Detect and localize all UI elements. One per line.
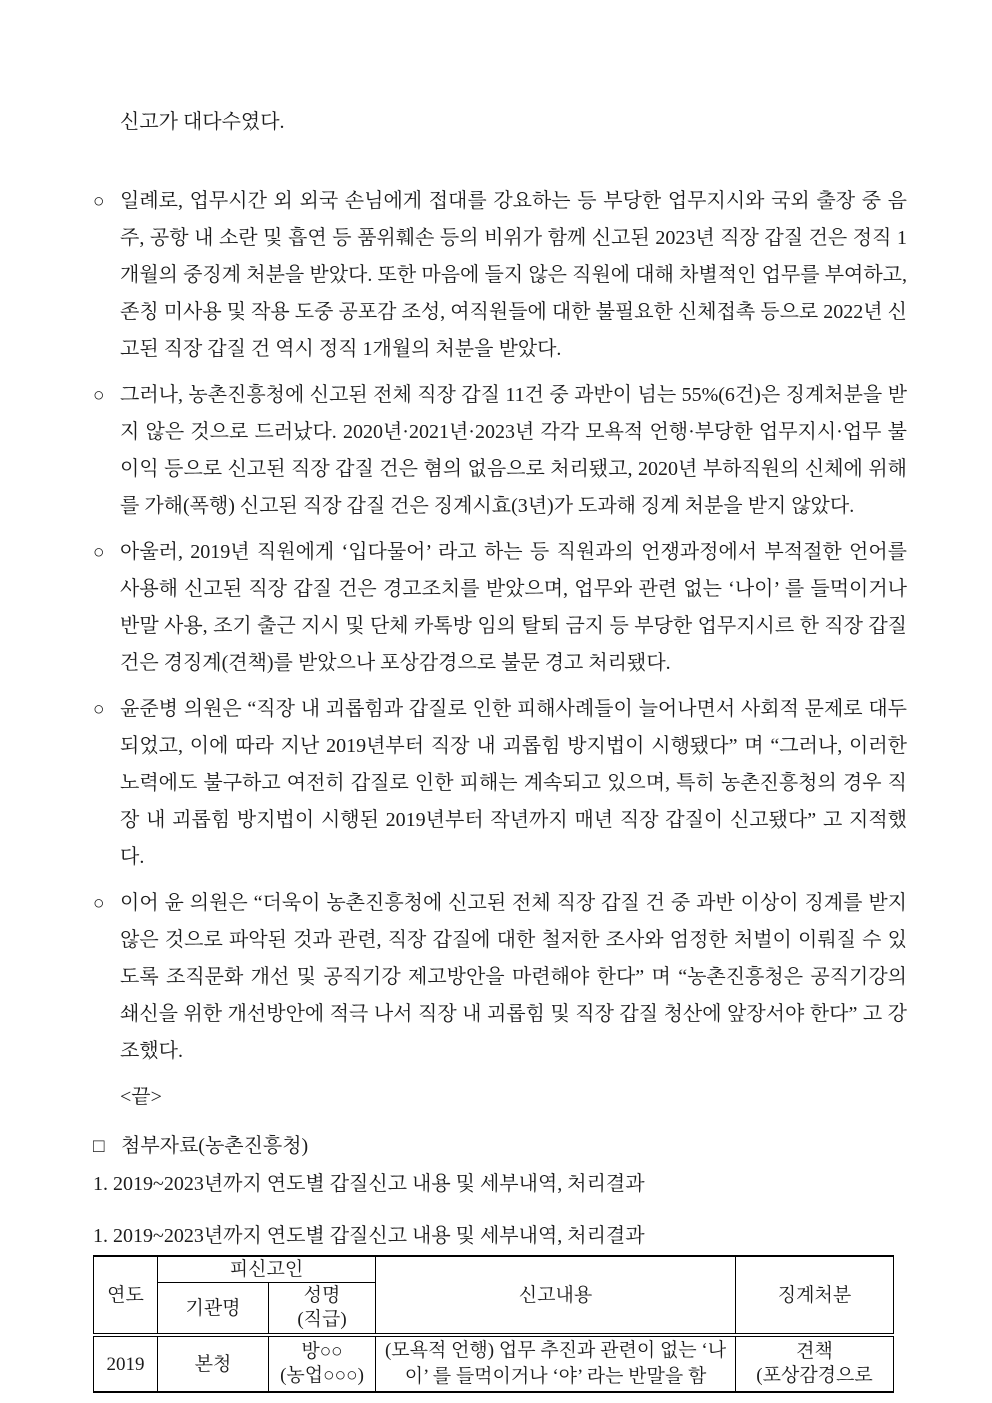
cell-discipline-line2: (포상감경으로 <box>756 1365 873 1386</box>
cell-discipline-line1: 견책 <box>796 1341 833 1362</box>
paragraph-text: 일례로, 업무시간 외 외국 손님에게 접대를 강요하는 등 부당한 업무지시와 국외 출장 중 음주, 공항 내 소란 및 흡연 등 품위훼손 등의 비위가 함께 신고된 2023년 직장 갑질 건은 정직 1개월의 중징계 처분을 받았다. 또한 마음에 들지 않은 직원에 대해 차별적인 업무를 부여하고, 존칭 미사용 및 작용 도중 공포감 조성, 여직원들에 대한 불필요한 신체접촉 등으로 2022년 신고된 직장 갑질 건 역시 정직 1개월의 처분을 받았다. <box>120 190 907 360</box>
header-name-line2: (직급) <box>297 1309 347 1330</box>
attachment-item-repeated: 1. 2019~2023년까지 연도별 갑질신고 내용 및 세부내역, 처리결과 <box>93 1225 645 1247</box>
circle-bullet-icon: ○ <box>93 699 105 720</box>
paragraph-text: 이어 윤 의원은 “더욱이 농촌진흥청에 신고된 전체 직장 갑질 건 중 과반 이상이 징계를 받지 않은 것으로 파악된 것과 관련, 직장 갑질에 대한 철저한 조사와 엄정한 처벌이 이뤄질 수 있도록 조직문화 개선 및 공직기강 제고방안을 마련해야 한다” 며 “농촌진흥청은 공직기강의 쇄신을 위한 개선방안에 적극 나서 직장 내 괴롭힘 및 직장 갑질 청산에 앞장서야 한다” 고 강조했다. <box>120 892 907 1062</box>
cell-name-line1: 방○○ <box>301 1341 343 1362</box>
header-year: 연도 <box>94 1256 158 1335</box>
bullet-paragraph <box>93 691 907 876</box>
bullet-paragraph <box>93 377 907 525</box>
header-org: 기관명 <box>158 1283 269 1336</box>
circle-bullet-icon: ○ <box>93 191 105 212</box>
attachment-title: 첨부자료(농촌진흥청) <box>121 1135 309 1157</box>
paragraph-text: 윤준병 의원은 “직장 내 괴롭힘과 갑질로 인한 피해사례들이 늘어나면서 사회적 문제로 대두되었고, 이에 따라 지난 2019년부터 직장 내 괴롭힘 방지법이 시행됐다” 며 “그러나, 이러한 노력에도 불구하고 여전히 갑질로 인한 피해는 계속되고 있으며, 특히 농촌진흥청의 경우 직장 내 괴롭힘 방지법이 시행된 2019년부터 작년까지 매년 직장 갑질이 신고됐다” 고 지적했다. <box>120 698 907 868</box>
circle-bullet-icon: ○ <box>93 893 105 914</box>
header-accused-group: 피신고인 <box>158 1256 376 1283</box>
table-header-row-1 <box>94 1256 894 1283</box>
header-discipline: 징계처분 <box>736 1256 894 1335</box>
bullet-paragraph <box>93 534 907 682</box>
header-name <box>269 1283 376 1336</box>
cell-name <box>269 1335 376 1392</box>
attachment-header <box>93 1128 907 1165</box>
cell-name-line2: (농업○○○) <box>280 1365 364 1386</box>
continuation-line: 신고가 대다수였다. <box>120 111 285 133</box>
cell-discipline <box>736 1335 894 1392</box>
paragraph-text: 그러나, 농촌진흥청에 신고된 전체 직장 갑질 11건 중 과반이 넘는 55%(6건)은 징계처분을 받지 않은 것으로 드러났다. 2020년·2021년·2023년 각각 모욕적 언행·부당한 업무지시·업무 불이익 등으로 신고된 직장 갑질 건은 혐의 없음으로 처리됐고, 2020년 부하직원의 신체에 위해를 가해(폭행) 신고된 직장 갑질 건은 징계시효(3년)가 도과해 징계 처분을 받지 않았다. <box>120 384 907 517</box>
paragraph-text: 아울러, 2019년 직원에게 ‘입다물어’ 라고 하는 등 직원과의 언쟁과정에서 부적절한 언어를 사용해 신고된 직장 갑질 건은 경고조치를 받았으며, 업무와 관련 없는 ‘나이’ 를 들먹이거나 반말 사용, 조기 출근 지시 및 단체 카톡방 임의 탈퇴 금지 등 부당한 업무지시르 한 직장 갑질 건은 경징계(견책)를 받았으나 포상감경으로 불문 경고 처리됐다. <box>120 541 907 674</box>
table-row <box>94 1335 894 1392</box>
header-name-line1: 성명 <box>303 1285 341 1306</box>
cell-org: 본청 <box>158 1335 269 1392</box>
end-mark: <끝> <box>120 1086 162 1108</box>
circle-bullet-icon: ○ <box>93 385 105 406</box>
circle-bullet-icon: ○ <box>93 542 105 563</box>
square-bullet-icon: □ <box>93 1136 105 1157</box>
bullet-paragraph <box>93 183 907 368</box>
bullet-paragraph <box>93 885 907 1070</box>
cell-report-content: (모욕적 언행) 업무 추진과 관련이 없는 ‘나이’ 를 들먹이거나 ‘야’ 라는 반말을 함 <box>376 1335 736 1392</box>
header-report-content: 신고내용 <box>376 1256 736 1335</box>
report-table <box>93 1255 894 1393</box>
attachment-item: 1. 2019~2023년까지 연도별 갑질신고 내용 및 세부내역, 처리결과 <box>93 1173 645 1195</box>
cell-year: 2019 <box>94 1335 158 1392</box>
